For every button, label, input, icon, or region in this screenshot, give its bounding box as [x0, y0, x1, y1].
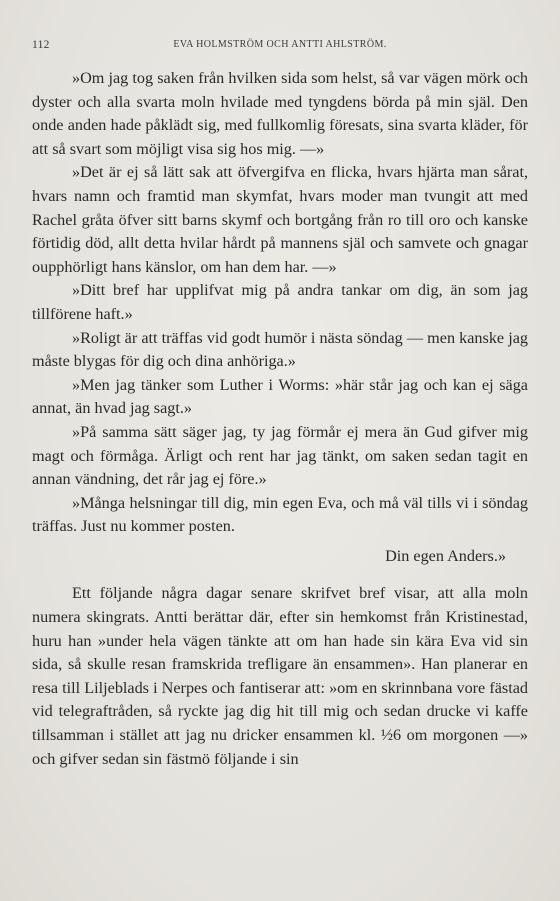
- paragraph: »Om jag tog saken från hvilken sida som helst, så var vägen mörk och dyster och alla svarta moln hvilade med tyngdens börda på min själ. Den onde anden hade påklädt sig, med fullkomlig föresats, sina svarta kläder, för att så svart som möjligt visa sig hos mig. —»: [32, 69, 528, 158]
- paragraph: »Men jag tänker som Luther i Worms: »här står jag och kan ej säga annat, än hvad jag sagt.»: [32, 375, 528, 418]
- paragraph: »Roligt är att träffas vid godt humör i nästa söndag — men kanske jag måste blygas för dig och dina anhöriga.»: [32, 328, 528, 371]
- paragraph: »På samma sätt säger jag, ty jag förmår ej mera än Gud gifver mig magt och förmåga. Ärligt och rent har jag tänkt, om saken sedan tagit en annan vändning, det rår jag ej före.»: [32, 422, 528, 489]
- running-title: EVA HOLMSTRÖM OCH ANTTI AHLSTRÖM.: [173, 39, 387, 50]
- closing-paragraph: Ett följande några dagar senare skrifvet bref visar, att alla moln numera skingrats. Antti berättar där, efter sin hemkomst från Kristinestad, huru han »under hela vägen tänkte att om han hade sin kära Eva vid sin sida, så skulle resan framskrida trefligare än ensammen». Han planerar en resa till Liljeblads i Nerpes och fantiserar att: »om en skrinnbana vore fästad vid telegraftråden, så ryckte jag dig hit till mig och sedan drucke vi kaffe tillsamman i stället att jag nu dricker ensammen kl. ½6 om morgonen —» och gifver sedan sin fästmö följande i sin: [32, 584, 528, 768]
- paragraph: »Ditt bref har upplifvat mig på andra tankar om dig, än som jag tillförene haft.»: [32, 281, 528, 323]
- running-head: [32, 39, 528, 55]
- letter-signature: Din egen Anders.»: [385, 546, 506, 565]
- paragraph: »Många helsningar till dig, min egen Eva, och må väl tills vi i söndag träffas. Just nu kommer posten.: [32, 493, 528, 536]
- body-text: [32, 67, 528, 771]
- page-number: 112: [32, 39, 50, 51]
- paragraph: »Det är ej så lätt sak att öfvergifva en flicka, hvars hjärta man sårat, hvars namn och framtid man skymfat, hvars moder man tvungit att med Rachel gråta öfver sitt barns skymf och bortgång från ro till oro och kanske förtidig död, allt detta hvilar hårdt på mannens själ och samvete och gnagar oupphörligt hans känslor, om han dem har. —»: [32, 163, 528, 276]
